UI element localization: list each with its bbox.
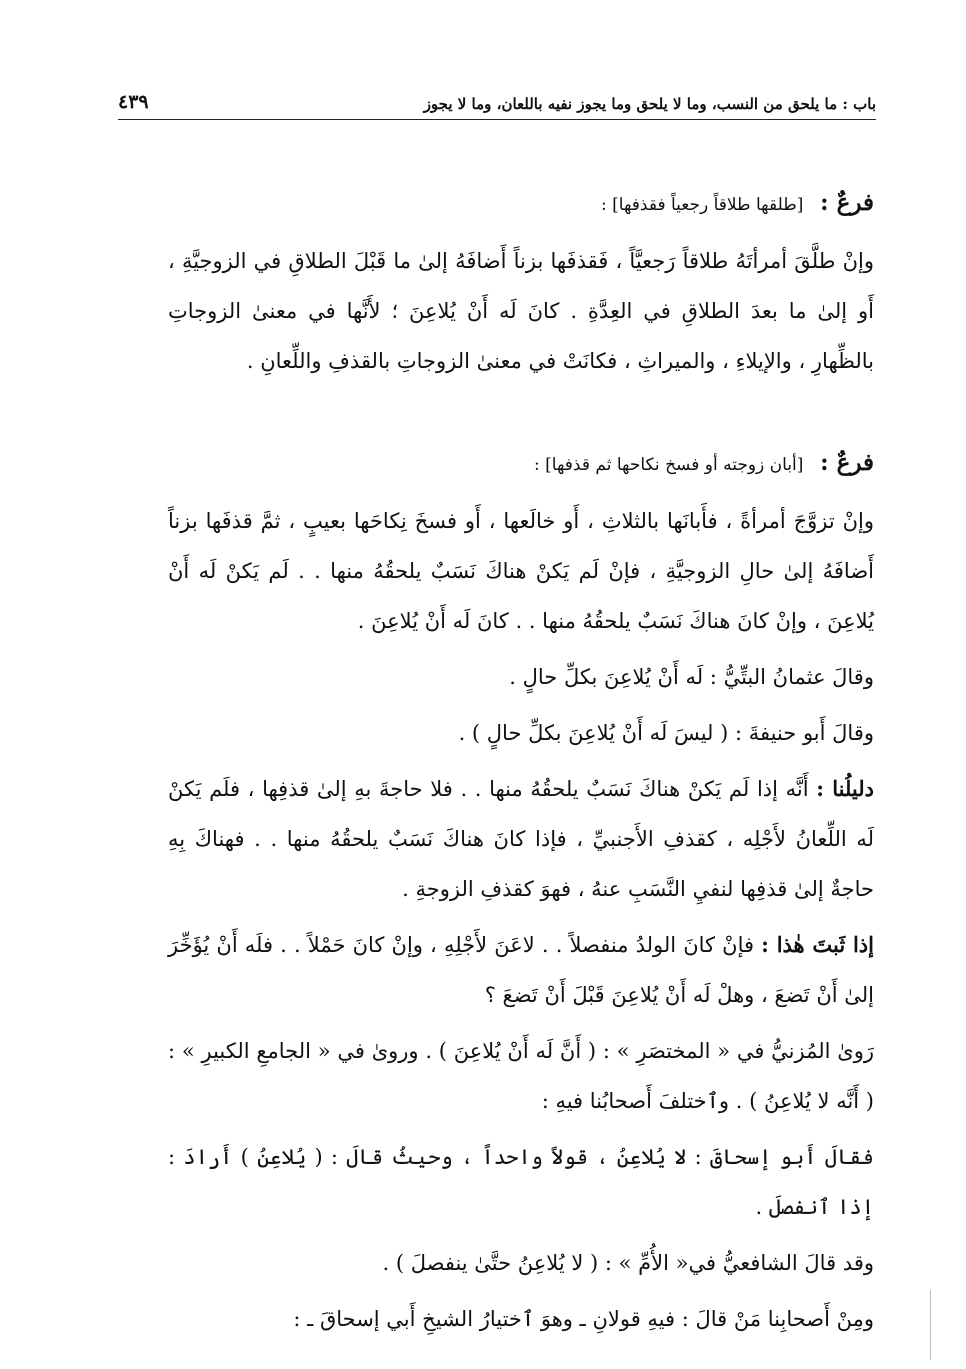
- section-label: فرعٌ :: [820, 449, 874, 476]
- section-heading: [168, 438, 874, 490]
- paragraph-text: أَنَّه إذا لَم يَكنْ هناكَ نَسَبٌ يلحقُهُ منها . . فلا حاجةَ بهِ إلىٰ قذفِها ، فلَم يَكنْ لَه اللِّعانُ لأَجْلِه ، كقذفِ الأَجنبيِّ ، فإذا كانَ هناكَ نَسَبٌ يلحقُهُ منها . . فهناكَ بِهِ حاجةٌ إلىٰ قذفِها لنفيِ النَّسَبِ عنهُ ، فهوَ كقذفِ الزوجةِ .: [168, 777, 874, 901]
- section-2: [168, 438, 874, 758]
- paragraph-text: فإنْ كانَ الولدُ منفصلاً . . لاعَنَ لأَجْلِهِ ، وإنْ كانَ حَمْلاً . . فلَه أَنْ يُؤَخِّرَ إلىٰ أَنْ تَضعَ ، وهلْ لَه أَنْ يُلاعِنَ قَبْلَ أَنْ تَضعَ ؟: [168, 933, 874, 1007]
- section-label: فرعٌ :: [820, 189, 874, 216]
- paragraph: رَوىٰ المُزنيُّ في « المختصَرِ » : ( أَنَّ لَه أَنْ يُلاعِنَ ) . وروىٰ في « الجامعِ الكبيرِ » : ( أَنَّه لا يُلاعِنُ ) . وٱختلفَ أَصحابُنا فيهِ :: [168, 1039, 874, 1113]
- page-number: ٤٣٩: [118, 91, 149, 113]
- section-gap: [168, 392, 874, 438]
- paragraph: وقالَ أَبو حنيفةَ : ( ليسَ لَه أَنْ يُلاعِنَ بكلِّ حالٍ ) .: [458, 721, 874, 745]
- paragraph: وقد قالَ الشافعيُّ في« الأُمِّ » : ( لا يُلاعِنُ حتَّىٰ ينفصلَ ) .: [382, 1251, 874, 1275]
- section-heading: [168, 178, 874, 230]
- paragraph: فقالَ أَبو إسحاقَ : لا يُلاعِنُ ، قولاً واحداً ، وحيثُ قالَ : ( يُلاعِنُ ) أَرادَ : إذا ٱنفصلَ .: [168, 1145, 874, 1219]
- paragraph: وإنْ تزوَّجَ أمرأةً ، فأَبانَها بالثلاثِ ، أَو خالَعها ، أَو فسخَ نِكاحَها بعيبٍ ، ثمَّ قذفَها بزناً أَضافَهُ إلىٰ حالِ الزوجيَّةِ ، فإنْ لَم يَكنْ هناكَ نَسَبٌ يلحقُهُ منها . . لَم يَكنْ لَه أَنْ يُلاعِنَ ، وإنْ كانَ هناكَ نَسَبٌ يلحقُهُ منها . . كانَ لَه أَنْ يُلاعِنَ .: [168, 509, 874, 633]
- section-title: [أبان زوجته أو فسخ نكاحها ثم قذفها] :: [534, 455, 804, 475]
- paragraph-lead: إذا ثَبتَ هٰذا :: [761, 932, 874, 957]
- page-body: [168, 178, 874, 1350]
- paragraph: ومِنْ أَصحابِنا مَنْ قالَ : فيهِ قولانِ ـ وهوَ ٱختيارُ الشيخِ أَبي إسحاقَ ـ :: [293, 1307, 874, 1331]
- margin-rule: [930, 1290, 931, 1360]
- paragraph-lead: دليلُنا :: [816, 776, 874, 801]
- section-1: [168, 178, 874, 386]
- paragraph: وإنْ طلَّقَ أمرأتَهُ طلاقاً رَجعيَّاً ، فَقذفَها بزناً أَضافَهُ إلىٰ ما قَبْلَ الطلاقِ في الزوجيَّةِ ، أَو إلىٰ ما بعدَ الطلاقِ في العِدَّةِ . كانَ لَه أَنْ يُلاعِنَ ؛ لأَنَّها في معنىٰ الزوجاتِ بالظِّهارِ ، والإيلاءِ ، والميراثِ ، فكانَتْ في معنىٰ الزوجاتِ بالقذفِ واللِّعانِ .: [168, 249, 874, 373]
- running-header: [118, 86, 876, 120]
- running-title: باب : ما يلحق من النسب، وما لا يلحق وما يجوز نفيه باللعان، وما لا يجوز: [423, 95, 876, 113]
- section-title: [طلقها طلاقاً رجعياً فقذفها] :: [601, 195, 804, 215]
- evidence-paragraph: [168, 764, 874, 914]
- paragraph: وقالَ عثمانُ البتِّيُّ : لَه أَنْ يُلاعِنَ بكلِّ حالٍ .: [509, 665, 874, 689]
- conditional-paragraph: [168, 920, 874, 1020]
